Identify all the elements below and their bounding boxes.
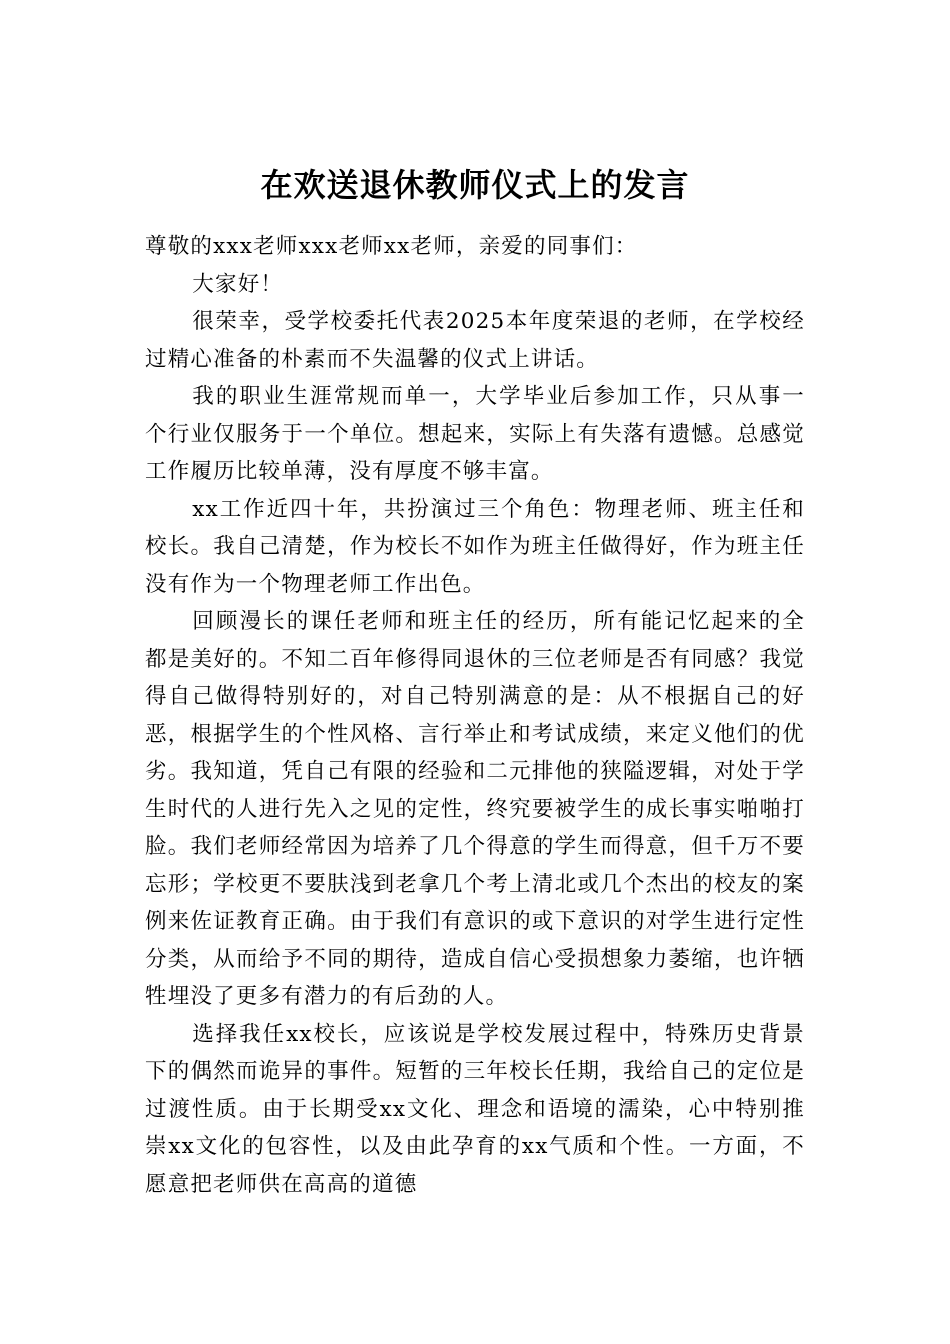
document-body: [145, 228, 805, 1203]
document-title: 在欢送退休教师仪式上的发言: [260, 166, 690, 204]
paragraph-career: 我的职业生涯常规而单一，大学毕业后参加工作，只从事一个行业仅服务于一个单位。想起来，实际上有失落有遗憾。总感觉工作履历比较单薄，没有厚度不够丰富。: [145, 384, 805, 484]
salutation: 尊敬的xxx老师xxx老师xx老师，亲爱的同事们：: [145, 234, 638, 259]
paragraph-greeting: 大家好！: [192, 271, 284, 297]
paragraph-intro: 很荣幸，受学校委托代表2025本年度荣退的老师，在学校经过精心准备的朴素而不失温馨的仪式上讲话。: [145, 309, 805, 372]
paragraph-reflection: 回顾漫长的课任老师和班主任的经历，所有能记忆起来的全都是美好的。不知二百年修得同退休的三位老师是否有同感？我觉得自己做得特别好的，对自己特别满意的是：从不根据自己的好恶，根据学生的个性风格、言行举止和考试成绩，来定义他们的优劣。我知道，凭自己有限的经验和二元排他的狭隘逻辑，对处于学生时代的人进行先入之见的定性，终究要被学生的成长事实啪啪打脸。我们老师经常因为培养了几个得意的学生而得意，但千万不要忘形；学校更不要肤浅到老拿几个考上清北或几个杰出的校友的案例来佐证教育正确。由于我们有意识的或下意识的对学生进行定性分类，从而给予不同的期待，造成自信心受损想象力萎缩，也许牺牲埋没了更多有潜力的有后劲的人。: [145, 609, 805, 1009]
paragraph-principal: 选择我任xx校长，应该说是学校发展过程中，特殊历史背景下的偶然而诡异的事件。短暂的三年校长任期，我给自己的定位是过渡性质。由于长期受xx文化、理念和语境的濡染，心中特别推崇xx文化的包容性，以及由此孕育的xx气质和个性。一方面，不愿意把老师供在高高的道德: [145, 1021, 805, 1197]
paragraph-roles: xx工作近四十年，共扮演过三个角色：物理老师、班主任和校长。我自己清楚，作为校长不如作为班主任做得好，作为班主任没有作为一个物理老师工作出色。: [145, 496, 805, 597]
